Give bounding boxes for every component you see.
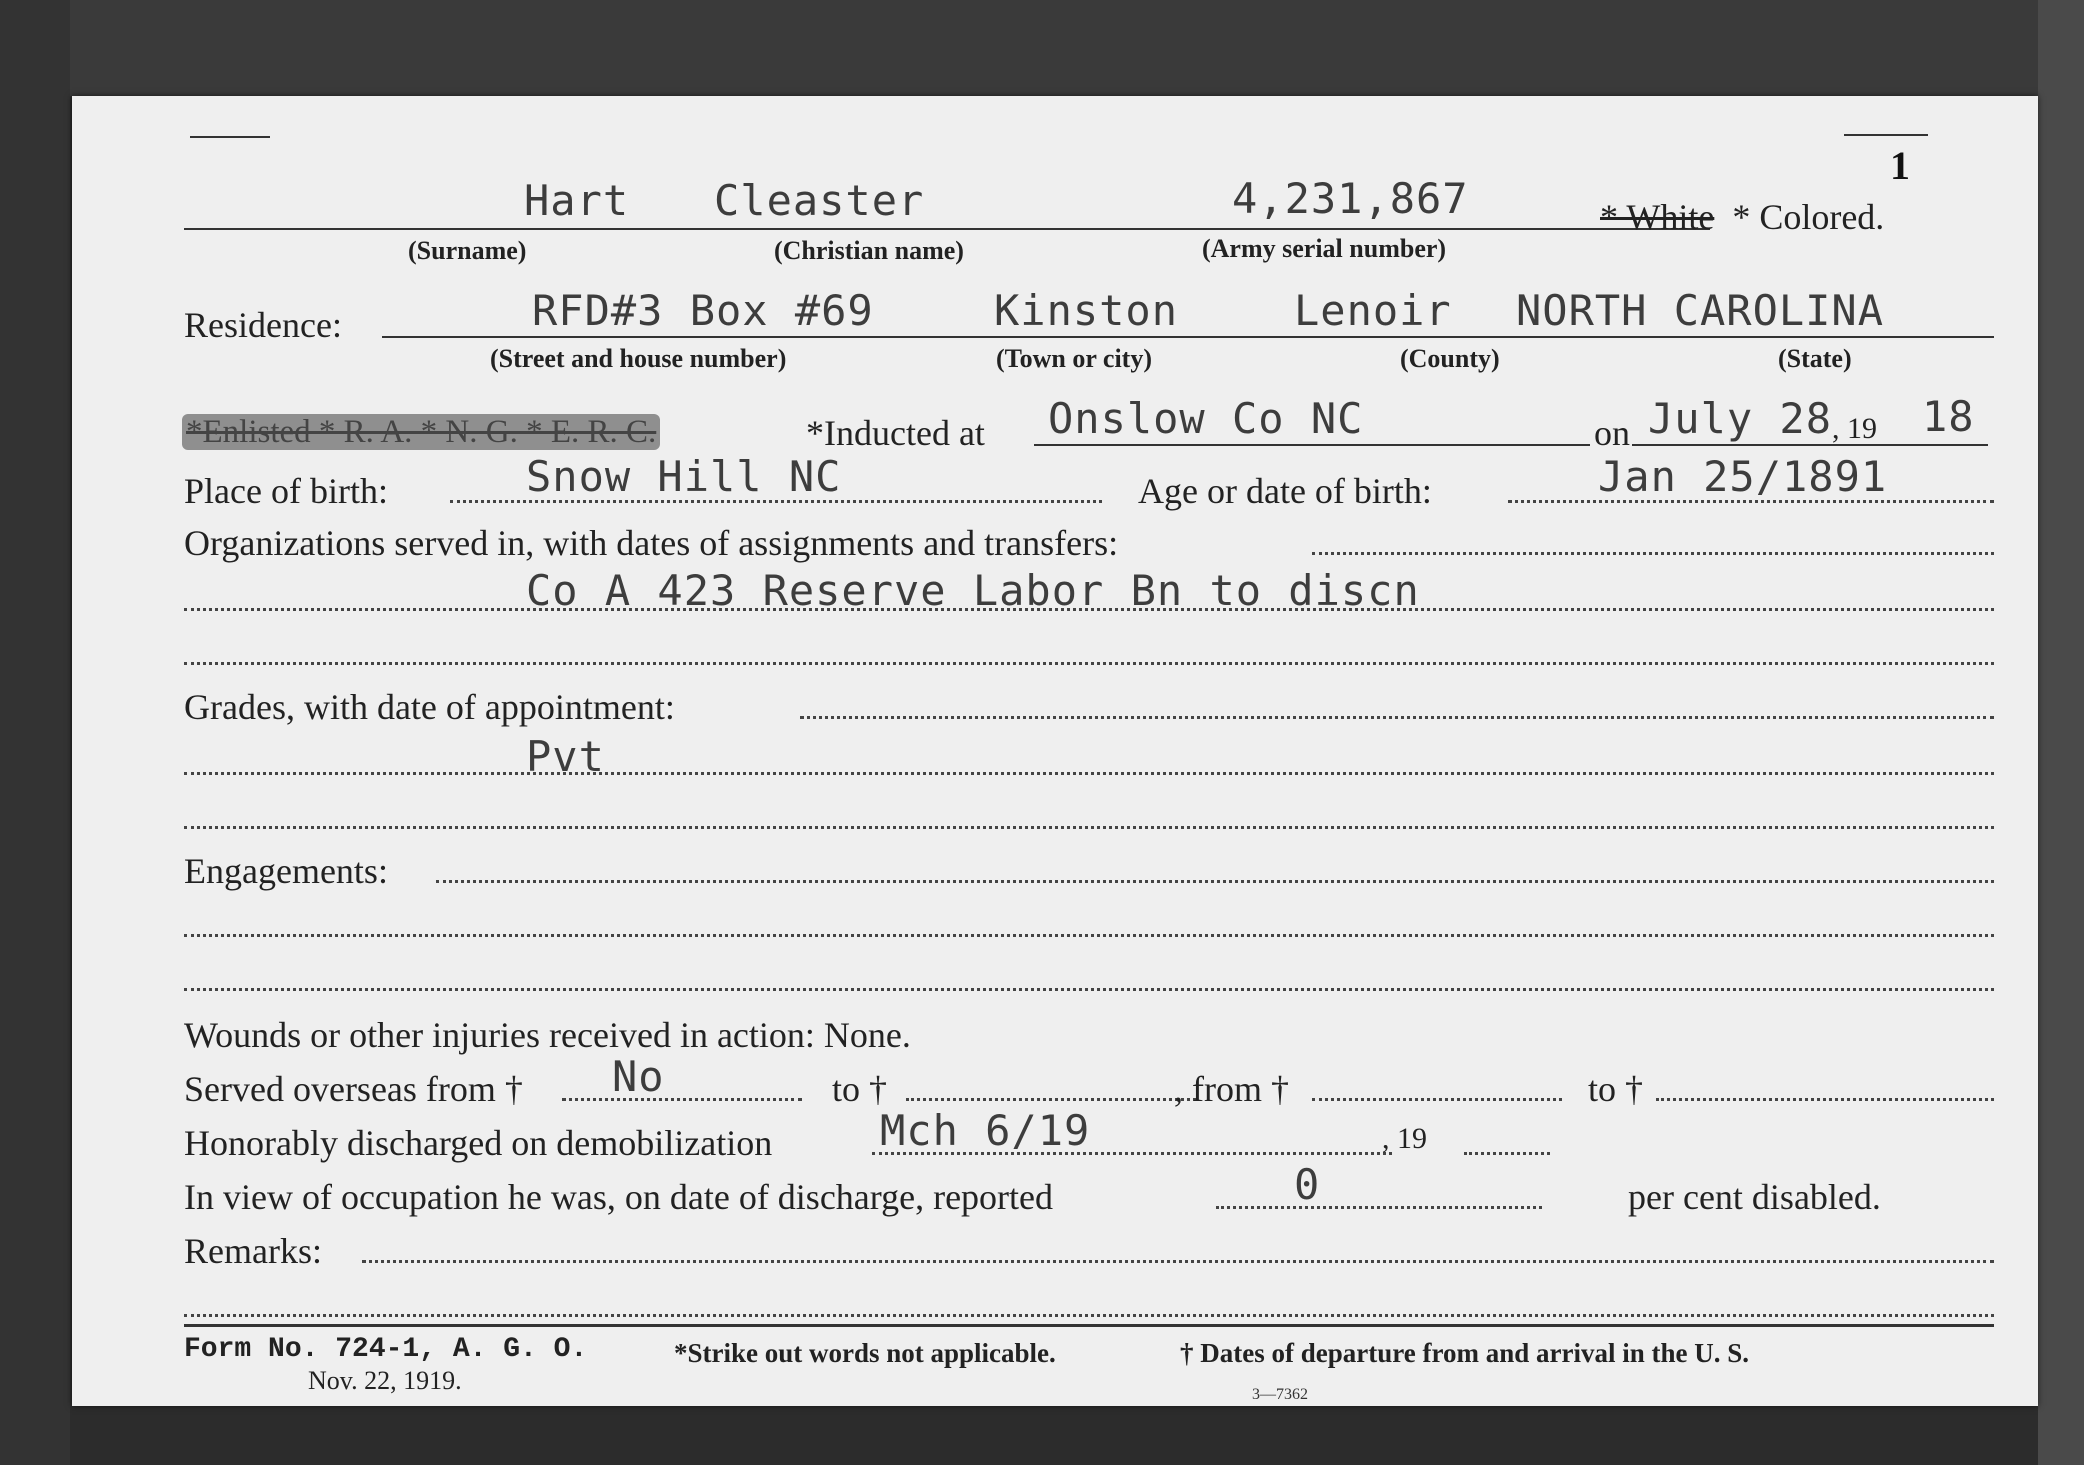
date-of-birth-value: Jan 25/1891 xyxy=(1598,452,1888,501)
wounds-text: Wounds or other injuries received in action: None. xyxy=(184,1015,911,1055)
grades-line-2 xyxy=(184,772,1994,775)
organizations-line-2 xyxy=(184,608,1994,611)
caption-christian-name: (Christian name) xyxy=(774,236,964,265)
residence-state: NORTH CAROLINA xyxy=(1516,286,1885,335)
card-number: 1 xyxy=(1890,143,1910,188)
caption-town: (Town or city) xyxy=(996,344,1152,373)
place-of-birth-label: Place of birth: xyxy=(184,471,388,511)
remarks-line-1 xyxy=(362,1260,1994,1263)
engagements-label: Engagements: xyxy=(184,851,388,891)
place-of-birth-line xyxy=(450,500,1102,503)
induction-year-prefix: , 19 xyxy=(1832,412,1877,445)
race-white: * White xyxy=(1600,197,1715,237)
inducted-place: Onslow Co NC xyxy=(1048,394,1364,443)
discharge-year-label: , 19 xyxy=(1382,1122,1427,1155)
induction-date: July 28 xyxy=(1648,394,1833,443)
engagements-line-3 xyxy=(184,988,1994,991)
disability-value: 0 xyxy=(1294,1160,1321,1209)
discharge-line xyxy=(872,1152,1392,1155)
service-record-card xyxy=(72,96,2038,1406)
dates-note: † Dates of departure from and arrival in the U. S. xyxy=(1180,1338,1749,1368)
caption-street: (Street and house number) xyxy=(490,344,787,373)
residence-line xyxy=(382,336,1994,338)
on-label: on xyxy=(1594,413,1630,453)
residence-county: Lenoir xyxy=(1294,286,1452,335)
remarks-label: Remarks: xyxy=(184,1231,322,1271)
caption-serial-number: (Army serial number) xyxy=(1202,234,1447,263)
footer-rule xyxy=(184,1324,1994,1327)
scanner-background-left xyxy=(0,0,70,1465)
print-code: 3—7362 xyxy=(1252,1386,1308,1403)
grades-value: Pvt xyxy=(526,732,605,781)
overseas-from-value: No xyxy=(612,1052,665,1101)
overseas-label: Served overseas from † xyxy=(184,1069,523,1109)
top-left-rule xyxy=(190,136,270,138)
overseas-from-line xyxy=(562,1098,802,1101)
name-line xyxy=(184,228,1710,230)
discharge-date: Mch 6/19 xyxy=(880,1106,1091,1155)
discharge-year-line xyxy=(1464,1152,1550,1155)
overseas-to-line xyxy=(906,1098,1196,1101)
overseas-from2-label: , from † xyxy=(1174,1069,1289,1109)
overseas-to2-line xyxy=(1656,1098,1994,1101)
strike-note: *Strike out words not applicable. xyxy=(674,1338,1056,1368)
overseas-from2-line xyxy=(1312,1098,1562,1101)
induction-year: 18 xyxy=(1922,392,1975,441)
caption-surname: (Surname) xyxy=(408,236,527,265)
residence-town: Kinston xyxy=(994,286,1179,335)
scanner-background-right xyxy=(2038,0,2084,1465)
overseas-to-label: to † xyxy=(832,1069,888,1109)
scanner-background-top xyxy=(0,0,2084,96)
date-of-birth-label: Age or date of birth: xyxy=(1138,471,1432,511)
disability-label: In view of occupation he was, on date of discharge, reported xyxy=(184,1177,1054,1217)
disability-line xyxy=(1216,1206,1542,1209)
enlisted-options: *Enlisted * R. A. * N. G. * E. R. C. xyxy=(182,414,660,451)
form-date: Nov. 22, 1919. xyxy=(308,1366,462,1395)
top-right-rule xyxy=(1844,134,1928,136)
christian-name-value: Cleaster xyxy=(714,176,925,225)
organizations-line-3 xyxy=(184,662,1994,665)
date-of-birth-line xyxy=(1508,500,1994,503)
organizations-line-1 xyxy=(1312,552,1994,555)
inducted-label: *Inducted at xyxy=(806,413,985,453)
organizations-label: Organizations served in, with dates of assignments and transfers: xyxy=(184,523,1119,563)
organizations-value: Co A 423 Reserve Labor Bn to discn xyxy=(526,566,1420,615)
surname-value: Hart xyxy=(524,176,630,225)
grades-label: Grades, with date of appointment: xyxy=(184,687,675,727)
inducted-line xyxy=(1034,444,1590,446)
disability-suffix: per cent disabled. xyxy=(1628,1177,1881,1217)
caption-state: (State) xyxy=(1778,344,1852,373)
grades-line-3 xyxy=(184,826,1994,829)
engagements-line-2 xyxy=(184,934,1994,937)
serial-number-value: 4,231,867 xyxy=(1232,174,1469,223)
overseas-to2-label: to † xyxy=(1588,1069,1644,1109)
residence-label: Residence: xyxy=(184,305,342,345)
race-colored: * Colored. xyxy=(1732,197,1885,237)
place-of-birth-value: Snow Hill NC xyxy=(526,452,842,501)
race-options xyxy=(1600,196,1884,238)
discharge-label: Honorably discharged on demobilization xyxy=(184,1123,773,1163)
induction-date-line xyxy=(1632,444,1988,446)
remarks-line-2 xyxy=(184,1314,1994,1317)
form-number: Form No. 724-1, A. G. O. xyxy=(184,1334,588,1365)
caption-county: (County) xyxy=(1400,344,1500,373)
grades-line-1 xyxy=(800,716,1994,719)
engagements-line-1 xyxy=(436,880,1994,883)
residence-street: RFD#3 Box #69 xyxy=(532,286,874,335)
